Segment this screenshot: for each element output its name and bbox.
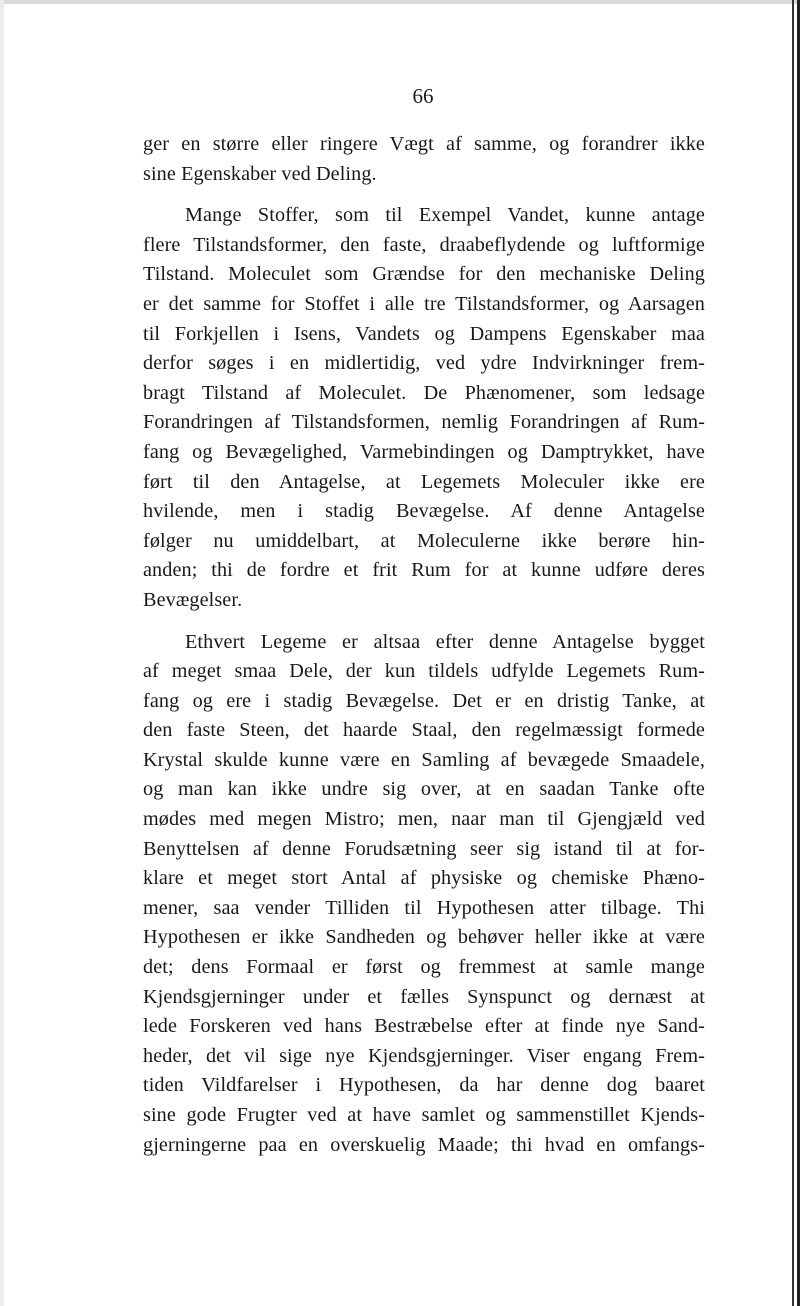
text-line: heder, det vil sige nye Kjendsgjerninger. Viser engang Frem- — [143, 1044, 705, 1067]
text-line: af meget smaa Dele, der kun tildels udfylde Legemets Rum- — [143, 660, 705, 683]
text-line: den faste Steen, det haarde Staal, den regelmæssigt formede — [143, 719, 705, 742]
paragraph-gap — [143, 189, 705, 201]
paragraph — [143, 130, 705, 189]
scan-top-edge — [0, 0, 800, 4]
page-number: 66 — [412, 84, 434, 108]
text-line: Kjendsgjerninger under et fælles Synspunct og dernæst at — [143, 985, 705, 1008]
paragraph — [143, 201, 705, 615]
text-line: mødes med megen Mistro; men, naar man til Gjengjæld ved — [143, 808, 705, 831]
text-line: tiden Vildfarelser i Hypothesen, da har denne dog baaret — [143, 1074, 705, 1097]
paragraph-gap — [143, 616, 705, 628]
text-line: flere Tilstandsformer, den faste, draabeflydende og luftformige — [143, 233, 705, 256]
text-line: Hypothesen er ikke Sandheden og behøver heller ikke at være — [143, 926, 705, 949]
text-line: ført til den Antagelse, at Legemets Moleculer ikke ere — [143, 470, 705, 493]
text-line: hvilende, men i stadig Bevægelse. Af denne Antagelse — [143, 500, 705, 523]
text-line: lede Forskeren ved hans Bestræbelse efter at finde nye Sand- — [143, 1015, 705, 1038]
text-line: det; dens Formaal er først og fremmest at samle mange — [143, 956, 705, 979]
text-line: sine Egenskaber ved Deling. — [143, 162, 377, 185]
text-line: Krystal skulde kunne være en Samling af bevægede Smaadele, — [143, 748, 705, 771]
text-line: fang og ere i stadig Bevægelse. Det er en dristig Tanke, at — [143, 689, 705, 712]
text-line: Bevægelser. — [143, 588, 243, 611]
text-line: anden; thi de fordre et frit Rum for at kunne udføre deres — [143, 559, 705, 582]
page-body — [143, 130, 705, 1160]
text-line: klare et meget stort Antal af physiske og chemiske Phæno- — [143, 867, 705, 890]
text-line: bragt Tilstand af Moleculet. De Phænomener, som ledsage — [143, 381, 705, 404]
text-line: Benyttelsen af denne Forudsætning seer sig istand til at for- — [143, 837, 705, 860]
paragraph — [143, 628, 705, 1161]
text-line: fang og Bevægelighed, Varmebindingen og Damptrykket, have — [143, 440, 705, 463]
text-line: Tilstand. Moleculet som Grændse for den mechaniske Deling — [143, 263, 705, 286]
text-line: ger en større eller ringere Vægt af samme, og forandrer ikke — [143, 133, 705, 155]
text-line: til Forkjellen i Isens, Vandets og Dampens Egenskaber maa — [143, 322, 705, 345]
text-line: Forandringen af Tilstandsformen, nemlig Forandringen af Rum- — [143, 411, 705, 434]
text-line: mener, saa vender Tilliden til Hypothesen atter tilbage. Thi — [143, 896, 705, 919]
text-line: og man kan ikke undre sig over, at en saadan Tanke ofte — [143, 778, 705, 801]
scan-right-border — [792, 0, 794, 1306]
text-line: sine gode Frugter ved at have samlet og sammenstillet Kjends- — [143, 1104, 705, 1126]
text-line: gjerningerne paa en overskuelig Maade; thi hvad en omfangs- — [143, 1133, 705, 1156]
text-line: Mange Stoffer, som til Exempel Vandet, kunne antage — [185, 204, 705, 227]
text-line: derfor søges i en midlertidig, ved ydre Indvirkninger frem- — [143, 352, 705, 375]
text-line: følger nu umiddelbart, at Moleculerne ikke berøre hin- — [143, 529, 705, 552]
text-line: er det samme for Stoffet i alle tre Tilstandsformer, og Aarsagen — [143, 292, 705, 315]
text-line: Ethvert Legeme er altsaa efter denne Antagelse bygget — [185, 630, 705, 653]
scan-left-edge — [0, 0, 4, 1306]
